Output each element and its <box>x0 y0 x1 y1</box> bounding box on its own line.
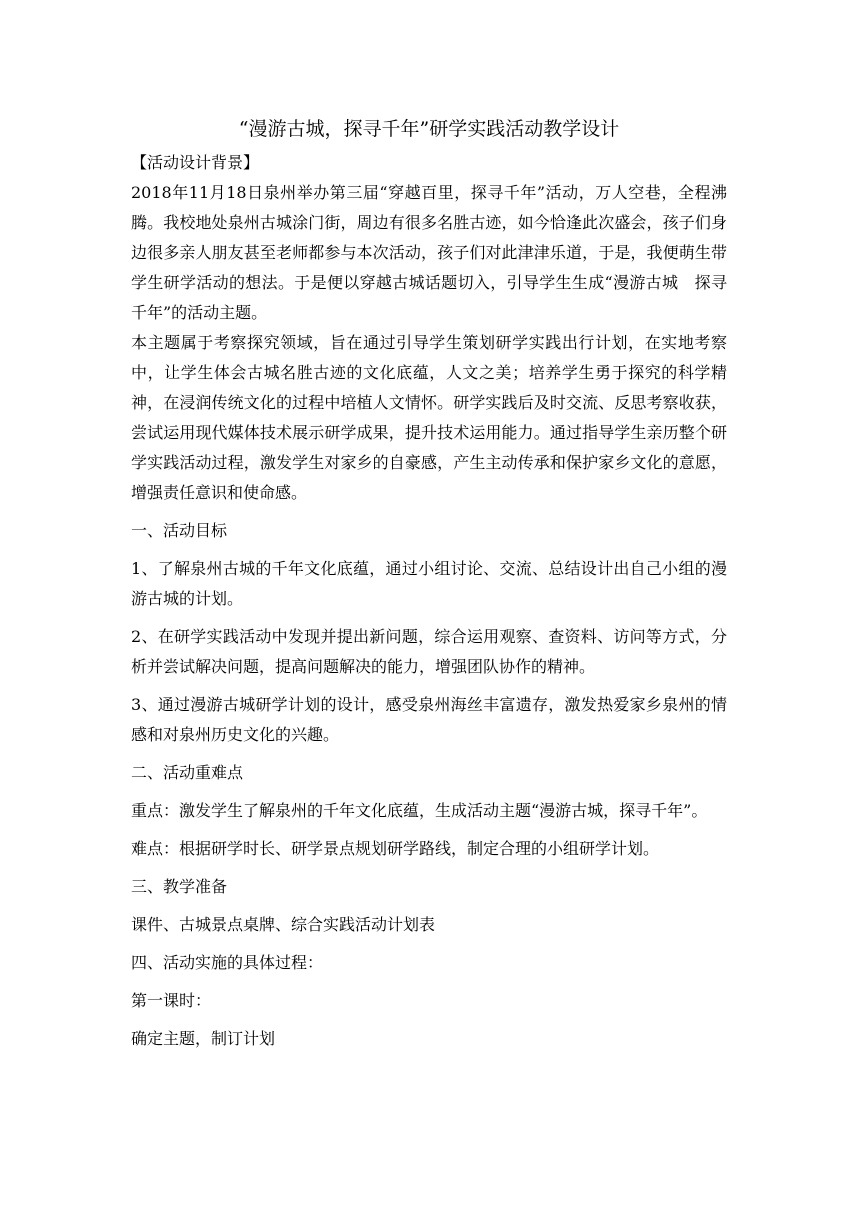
difficult-point: 难点：根据研学时长、研学景点规划研学路线，制定合理的小组研学计划。 <box>131 839 660 858</box>
goal-item-1: 1、了解泉州古城的千年文化底蕴，通过小组讨论、交流、总结设计出自己小组的漫游古城的计划。 <box>131 559 727 608</box>
document-body <box>131 110 727 1054</box>
lesson-one-label: 第一课时： <box>131 991 212 1010</box>
document-title: “漫游古城，探寻千年”研学实践活动教学设计 <box>238 118 620 140</box>
lesson-one-topic: 确定主题，制订计划 <box>131 1029 276 1048</box>
key-point: 重点：激发学生了解泉州的千年文化底蕴，生成活动主题“漫游古城，探寻千年”。 <box>131 801 708 820</box>
paragraph-theme: 本主题属于考察探究领域，旨在通过引导学生策划研学实践出行计划，在实地考察中，让学生体会古城名胜古迹的文化底蕴，人文之美；培养学生勇于探究的科学精神，在浸润传统文化的过程中培植人文情怀。研学实践后及时交流、反思考察收获，尝试运用现代媒体技术展示研学成果，提升技术运用能力。通过指导学生亲历整个研学实践活动过程，激发学生对家乡的自豪感，产生主动传承和保护家乡文化的意愿，增强责任意识和使命感。 <box>131 333 727 502</box>
section-heading-goals: 一、活动目标 <box>131 521 228 540</box>
section-heading-background: 【活动设计背景】 <box>131 153 260 172</box>
preparation-list: 课件、古城景点桌牌、综合实践活动计划表 <box>131 915 436 934</box>
section-heading-process: 四、活动实施的具体过程： <box>131 953 324 972</box>
paragraph-background: 2018年11月18日泉州举办第三届“穿越百里，探寻千年”活动，万人空巷，全程沸腾。我校地处泉州古城涂门街，周边有很多名胜古迹，如今恰逢此次盛会，孩子们身边很多亲人朋友甚至老师都参与本次活动，孩子们对此津津乐道，于是，我便萌生带学生研学活动的想法。于是便以穿越古城话题切入，引导学生生成“漫游古城 探寻千年”的活动主题。 <box>131 183 727 322</box>
section-heading-preparation: 三、教学准备 <box>131 877 228 896</box>
goal-item-3: 3、通过漫游古城研学计划的设计，感受泉州海丝丰富遗存，激发热爱家乡泉州的情感和对泉州历史文化的兴趣。 <box>131 695 727 744</box>
section-heading-key-points: 二、活动重难点 <box>131 763 244 782</box>
goal-item-2: 2、在研学实践活动中发现并提出新问题，综合运用观察、查资料、访问等方式，分析并尝试解决问题，提高问题解决的能力，增强团队协作的精神。 <box>131 627 727 676</box>
